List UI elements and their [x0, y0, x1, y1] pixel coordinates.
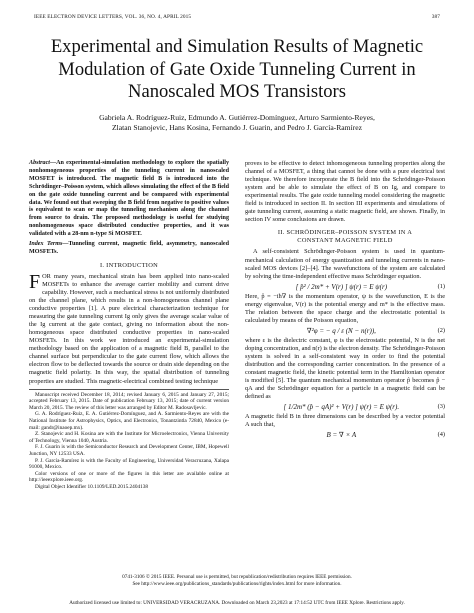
- left-column: [29, 160, 229, 490]
- abstract: [29, 160, 229, 239]
- section-heading-line-1: II. SCHRÖDINGER–POISSON SYSTEM IN A: [277, 229, 413, 237]
- footnote-item: Z. Stanojevic and H. Kosina are with the Institute for Microelectronics, Vienna University of Technology, Vienna 1040, Austria.: [29, 431, 229, 444]
- index-terms: [29, 241, 229, 257]
- body-paragraph: Here, p̂ = −iħ∇ is the momentum operator, ψ is the wavefunction, E is the energy eigenvalue, V(r) is the potential energy and m* is the effective mass. The relation between the space charge and the electrostatic potential is calculated by means of the Poisson equation,: [245, 292, 445, 324]
- footnote-item: Manuscript received December 18, 2014; revised January 6, 2015 and January 27, 2015; accepted February 13, 2015. Date of publication February 13, 2015; date of current version March 20, 2015. The review of this letter was arranged by Editor M. Radosavljevic.: [29, 391, 229, 411]
- page-number: 387: [431, 14, 440, 20]
- section-heading-line-2: CONSTANT MAGNETIC FIELD: [297, 237, 393, 245]
- index-terms-text: Tunneling current, magnetic field, asymmetry, nanoscaled MOSFETs.: [29, 241, 229, 255]
- abstract-text: An experimental-simulation methodology to explore the spatially nonhomogeneous properties of the tunneling current in nanoscaled MOSFET is introduced. The magnetic field B is introduced into the Schrödinger–Poisson system, which allows simulating the effect of the B field on the gate oxide tunneling current and be compared with experimental data. We found out that sweeping the B field from negative to positive values is equivalent to scan or map the tunneling mechanism along the channel from source to drain. The proposed methodology is useful for studying nonhomogeneous space distributed conductive properties, and it was validated with a 28-nm n-type Si MOSFET.: [29, 160, 229, 238]
- section-heading-schrodinger-poisson: [245, 229, 445, 245]
- index-terms-label: Index Terms—: [29, 241, 69, 248]
- authors-line-1: Gabriela A. Rodríguez-Ruiz, Edmundo A. Gutiérrez-Domínguez, Arturo Sarmiento-Reyes,: [99, 113, 375, 122]
- equation-body: [ 1/2m* (p̂ − qA)² + V(r) ] ψ(r) = E ψ(r).: [283, 403, 400, 412]
- abstract-label: Abstract—: [29, 160, 57, 166]
- equation-number: (4): [437, 431, 445, 439]
- equation-number: (3): [437, 403, 445, 411]
- footnote-item: G. A. Rodríguez-Ruiz, E. A. Gutiérrez-Domínguez, and A. Sarmiento-Reyes are with the National Institute for Astrophysics, Optics, and Electronics, Tonantzintla 72840, Mexico (e-mail: gandr@inaoep.mx).: [29, 411, 229, 431]
- footnote-item: P. J. García-Ramírez is with the Faculty of Engineering, Universidad Veracruzana, Xalapa 91000, Mexico.: [29, 457, 229, 471]
- body-paragraph: A magnetic field B in three dimensions can be described by a vector potential A such that,: [245, 413, 445, 429]
- running-head: [34, 14, 440, 20]
- section-heading-introduction: I. INTRODUCTION: [99, 261, 159, 269]
- body-paragraph: where ε is the dielectric constant, φ is the electrostatic potential, N is the net doping concentration, and n(r) is the electron density. The Schrödinger-Poisson system is solved in a self-consistent way in order to find the potential distribution and the corresponding carrier concentration. In the presence of a constant magnetic field, the kinetic potential term in the Hamiltonian operator is modified [5]. The quantum mechanical momentum operator p̂ becomes p̂ − qA and the Schrödinger equation for a particle in a magnetic field can be defined as: [245, 336, 445, 401]
- equation-1: [245, 281, 445, 293]
- equation-body: B = ∇ × A: [326, 431, 357, 440]
- footnote-item: Color versions of one or more of the figures in this letter are available online at http://ieeexplore.ieee.org.: [29, 470, 229, 484]
- equation-number: (1): [437, 282, 445, 290]
- equation-2: [245, 325, 445, 337]
- journal-info: IEEE ELECTRON DEVICE LETTERS, VOL. 36, NO. 4, APRIL 2015: [34, 14, 192, 20]
- authors-line-2: Zlatan Stanojevic, Hans Kosina, Fernando J. Guarin, and Pedro J. García-Ramírez: [112, 123, 362, 132]
- intro-paragraph: [29, 270, 229, 386]
- copyright-line-1: 0741-3106 © 2015 IEEE. Personal use is permitted, but republication/redistribution requires IEEE permission.: [122, 574, 352, 580]
- equation-body: [ p̂² / 2m* + V(r) ] ψ(r) = E ψ(r): [295, 282, 388, 291]
- body-paragraph: A self-consistent Schrödinger-Poisson system is used in quantum-mechanical calculation of energy quantization and tunneling currents in nano-scaled MOS devices [2]–[4]. The wavefunctions of the system are calculated by solving the time-independent effective mass Schrödinger equation.: [245, 248, 445, 280]
- copyright-line-2: See http://www.ieee.org/publications_standards/publications/rights/index.html for more information.: [132, 580, 342, 587]
- equation-body: ∇²φ = − q / ε (N − n(r)),: [306, 326, 376, 335]
- footnote-item: Digital Object Identifier 10.1109/LED.2015.2404138: [35, 483, 149, 490]
- body-paragraph: proves to be effective to detect inhomogeneous tunneling properties along the channel of a MOSFET, a thing that cannot be done with a pure electrical test technique. We therefore incorporate the B field into the Schrödinger-Poisson system and be able to simulate the effect of B on Ig, and compare to experimental results. The gate oxide tunneling model considering the magnetic field is introduced in section II. In section III experiments and simulations of gate tunneling current, assuming a static magnetic field, are shown. Finally, in section IV some conclusions are drawn.: [245, 160, 445, 224]
- intro-text: OR many years, mechanical strain has been applied into nano-scaled MOSFETs to enhance the average carrier mobility and current drive capability. However, such a mechanical stress is not uniformly distributed on the channel plane, which results in a non-homogeneous channel plane conductive properties [1]. A pure electrical characterization technique for measuring the gate tunneling current Ig only gives the average scalar value of the Ig current at the gate contact, giving no information about the non-homogeneous space distributed conductive properties in nano-scaled MOSFETs. In this work we introduced an experimental-simulation methodology based on the application of a magnetic field B, parallel to the channel surface but perpendicular to the gate current flow, which allows the electron flow to be deflected towards the source or drain side depending on the magnetic field polarity. In this way, the spatial distribution of tunneling properties are studied. This magnetic-electrical combined testing technique: [29, 272, 229, 385]
- equation-3: [245, 401, 445, 413]
- footnote-item: F. J. Guarin is with the Semiconductor Research and Development Center, IBM, Hopewell Junction, NY 12533 USA.: [29, 444, 229, 457]
- author-list: [40, 113, 434, 133]
- copyright-notice: [0, 574, 474, 587]
- paper-title: Experimental and Simulation Results of Magnetic Modulation of Gate Oxide Tunneling Current in Nanoscaled MOS Transistors: [50, 36, 424, 102]
- drop-cap: F: [29, 270, 41, 293]
- footnotes: [29, 389, 229, 491]
- license-footer: Authorized licensed use limited to: UNIVERSIDAD VERACRUZANA. Downloaded on March 23,2023 at 17:14:52 UTC from IEEE Xplore. Restrictions apply.: [69, 600, 405, 606]
- equation-4: [245, 429, 445, 441]
- equation-number: (2): [437, 326, 445, 334]
- right-column: [245, 160, 445, 442]
